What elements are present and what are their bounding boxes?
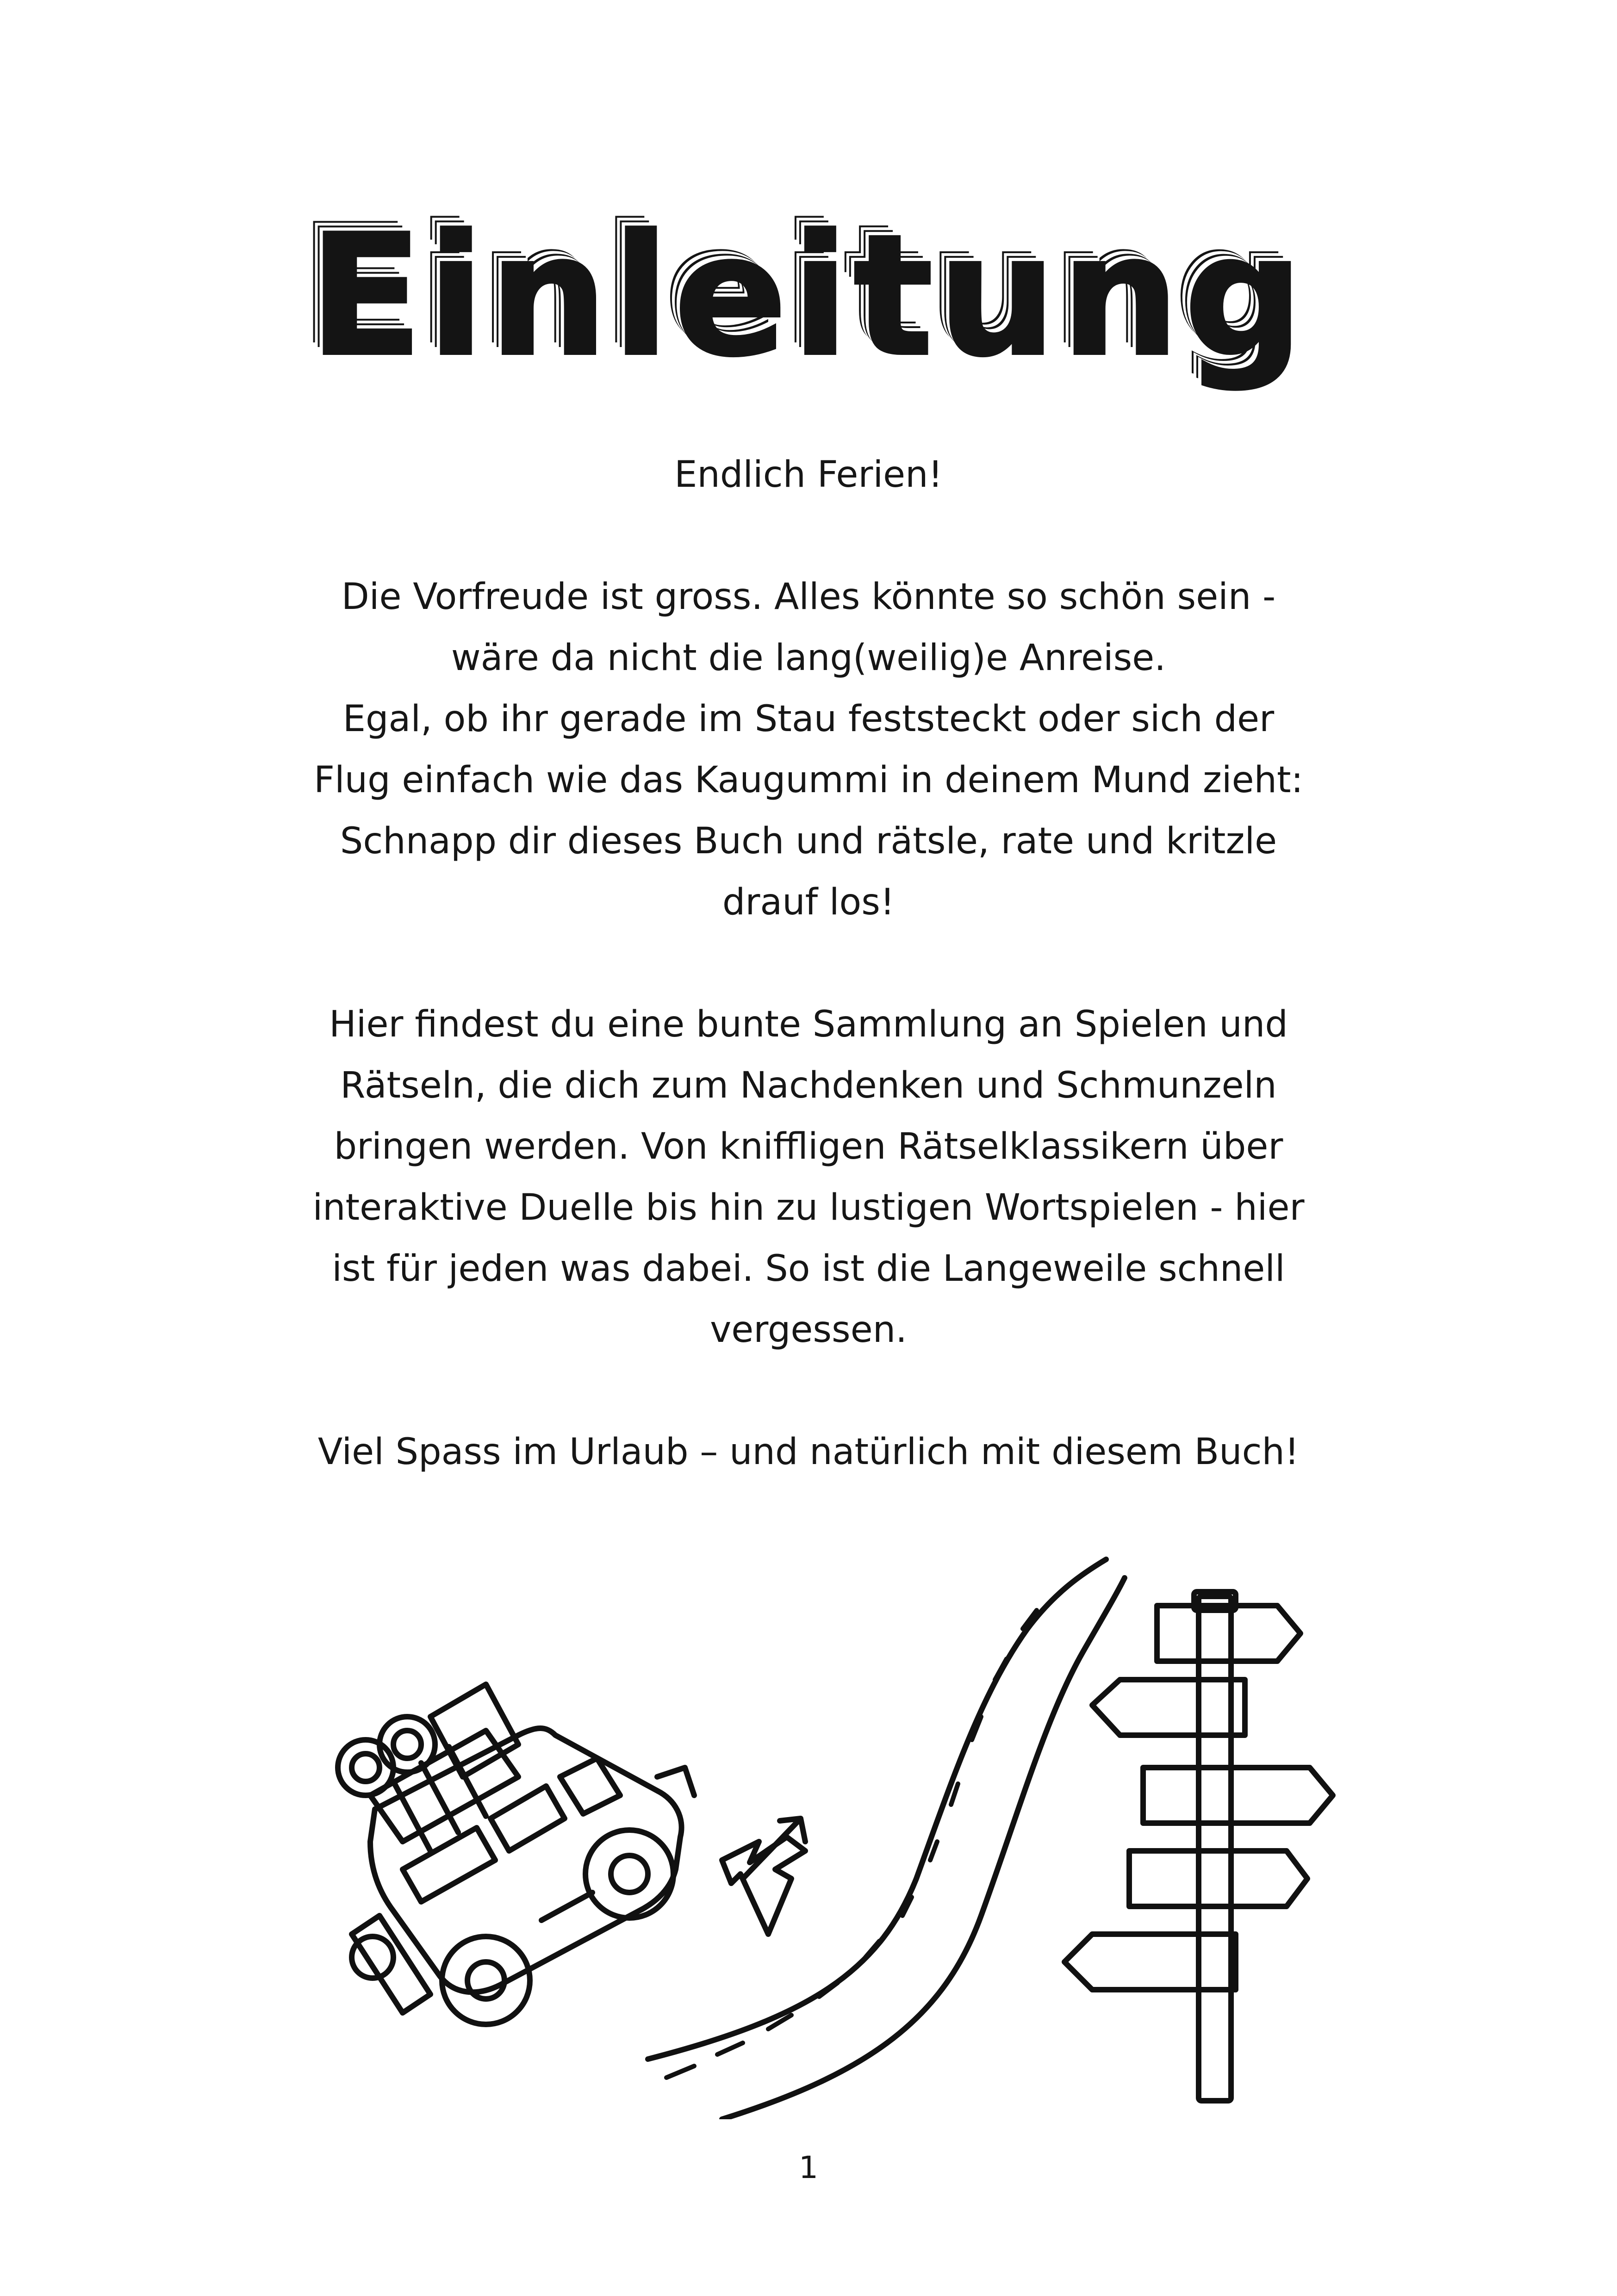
text-line: Rätseln, die dich zum Nachdenken und Schmunzeln bbox=[340, 1065, 1277, 1106]
text-line: Flug einfach wie das Kaugummi in deinem Mund zieht: bbox=[314, 759, 1303, 801]
page-number: 1 bbox=[799, 2150, 818, 2185]
text-line: Schnapp dir dieses Buch und rätsle, rate und kritzle bbox=[340, 820, 1277, 862]
car-icon bbox=[338, 1684, 694, 2024]
road-icon bbox=[648, 1559, 1125, 2119]
title-container bbox=[0, 167, 1617, 426]
page-title: Einleitung bbox=[309, 199, 1308, 393]
text-line: vergessen. bbox=[710, 1309, 907, 1351]
text-line: wäre da nicht die lang(weilig)e Anreise. bbox=[451, 637, 1166, 679]
text-line: interaktive Duelle bis hin zu lustigen Wortspielen - hier bbox=[312, 1187, 1305, 1229]
text-line: Die Vorfreude ist gross. Alles könnte so schön sein - bbox=[341, 576, 1276, 618]
text-line: ist für jeden was dabei. So ist die Langeweile schnell bbox=[332, 1248, 1285, 1290]
signpost-icon bbox=[1064, 1592, 1333, 2101]
text-line: Egal, ob ihr gerade im Stau feststeckt oder sich der bbox=[342, 698, 1275, 740]
text-line: Hier findest du eine bunte Sammlung an Spielen und bbox=[329, 1004, 1288, 1045]
closing-line: Viel Spass im Urlaub – und natürlich mit diesem Buch! bbox=[317, 1431, 1300, 1473]
travel-illustration bbox=[324, 1518, 1388, 2119]
intro-text bbox=[185, 444, 1432, 1483]
text-line: bringen werden. Von kniffligen Rätselklassikern über bbox=[334, 1126, 1283, 1167]
arrow-icon bbox=[722, 1818, 805, 1934]
text-line: drauf los! bbox=[722, 881, 895, 923]
paragraph-heading: Endlich Ferien! bbox=[674, 454, 943, 496]
